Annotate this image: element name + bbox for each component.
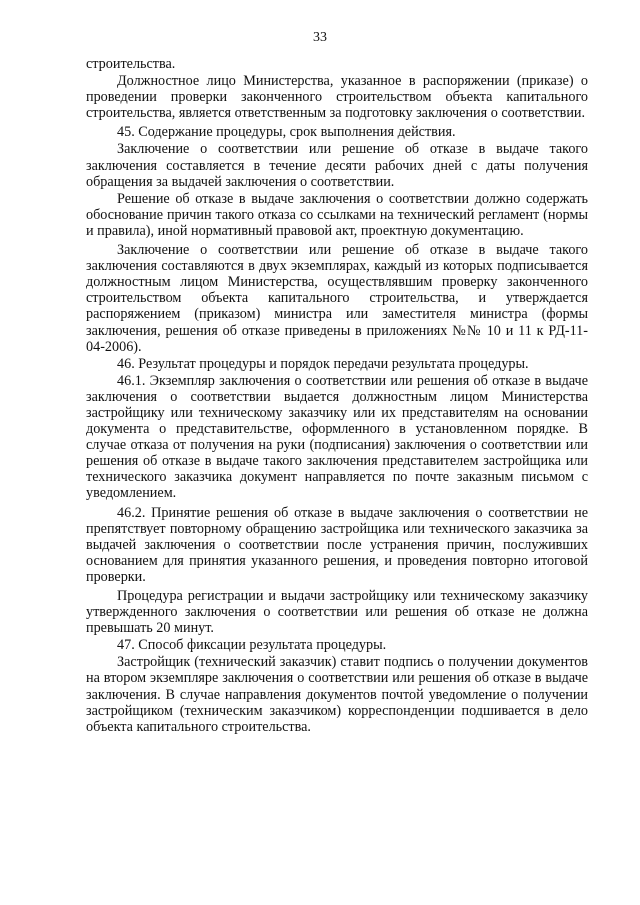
paragraph-responsible-official: Должностное лицо Министерства, указанное в распоряжении (приказе) о проведении проверки законченного строительством объекта капитального строительства, является ответственным за подготовку заключения о соответствии. bbox=[86, 73, 588, 122]
paragraph-registration-time: Процедура регистрации и выдачи застройщику или техническому заказчику утвержденного заключения о соответствии или решения об отказе не должна превышать 20 минут. bbox=[86, 588, 588, 637]
document-body bbox=[86, 56, 588, 736]
page-number: 33 bbox=[313, 30, 327, 45]
paragraph-continuation: строительства. bbox=[86, 56, 176, 72]
heading-section-45: 45. Содержание процедуры, срок выполнения действия. bbox=[117, 124, 456, 141]
paragraph-46-2: 46.2. Принятие решения об отказе в выдаче заключения о соответствии не препятствует повторному обращению застройщика или технического заказчика за выдачей заключения о соответствии после устранения причин, послуживших основанием для принятия указанного решения, и проведения повторно итоговой проверки. bbox=[86, 504, 588, 585]
paragraph-signature-fixation: Застройщик (технический заказчик) ставит подпись о получении документов на втором экземпляре заключения о соответствии или решения об отказе в выдаче заключения. В случае направления документов почтой уведомление о получении застройщиком (техническим заказчиком) корреспонденции подшивается в дело объекта капитального строительства. bbox=[86, 654, 588, 735]
heading-section-47: 47. Способ фиксации результата процедуры. bbox=[117, 637, 387, 654]
paragraph-refusal-justification: Решение об отказе в выдаче заключения о соответствии должно содержать обоснование причин такого отказа со ссылками на технический регламент (нормы и правила), иной нормативный правовой акт, проектную документацию. bbox=[86, 190, 588, 239]
paragraph-two-copies: Заключение о соответствии или решение об отказе в выдаче такого заключения составляются в двух экземплярах, каждый из которых подписывается должностным лицом Министерства, осуществлявшим проверку законченного строительством объекта капитального строительства, и утверждается распоряжением (приказом) министра или заместителя министра (формы заключения, решения об отказе приведены в приложениях №№ 10 и 11 к РД-11-04-2006). bbox=[86, 242, 588, 355]
paragraph-46-1: 46.1. Экземпляр заключения о соответствии или решения об отказе в выдаче заключения о соответствии выдается должностным лицом Министерства застройщику или техническому заказчику или их представителям на основании документа о представительстве, оформленного в установленном порядке. В случае отказа от получения на руки (подписания) заключения о соответствии или решения об отказе в выдаче такого заключения представителем застройщика или технического заказчика документ направляется по почте заказным письмом с уведомлением. bbox=[86, 372, 588, 502]
paragraph-deadline: Заключение о соответствии или решение об отказе в выдаче такого заключения составляется в течение десяти рабочих дней с даты получения обращения за выдачей заключения о соответствии. bbox=[86, 141, 588, 190]
heading-section-46: 46. Результат процедуры и порядок передачи результата процедуры. bbox=[117, 355, 529, 372]
